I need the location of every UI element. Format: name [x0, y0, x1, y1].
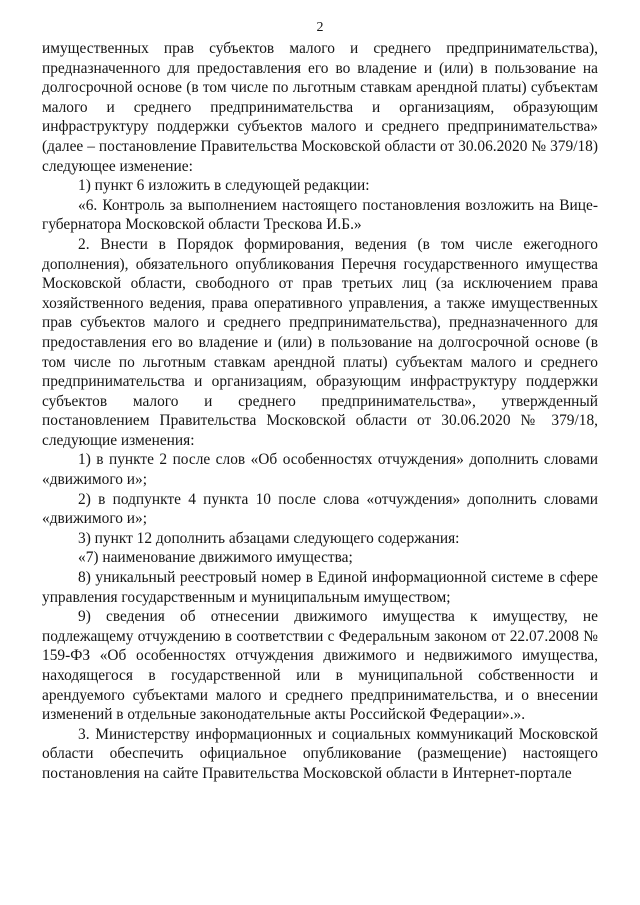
paragraph-item-3-point-12: 3) пункт 12 дополнить абзацами следующего содержания: — [78, 529, 460, 547]
paragraph-subitem-9: 9) сведения об отнесении движимого имущества к имуществу, не подлежащему отчуждению в соответствии с Федеральным законом от 22.07.2008 № 159-ФЗ «Об особенностях отчуждения движимого и недвижимого имущества, находящегося в государственной или в муниципальной собственности и арендуемого субъектами малого и среднего предпринимательства, и о внесении изменений в отдельные законодательные акты Российской Федерации».». — [42, 608, 598, 724]
paragraph-section-3: 3. Министерству информационных и социальных коммуникаций Московской области обеспечить официальное опубликование (размещение) настоящего постановления на сайте Правительства Московской области в Интернет-портале — [42, 725, 598, 782]
paragraph-subitem-8: 8) уникальный реестровый номер в Единой информационной системе в сфере управления государственным и муниципальным имуществом; — [42, 569, 598, 606]
paragraph-item-1-point-2: 1) в пункте 2 после слов «Об особенностях отчуждения» дополнить словами «движимого и»; — [42, 451, 598, 489]
document-body — [42, 39, 598, 784]
paragraph-subitem-7: «7) наименование движимого имущества; — [78, 549, 353, 567]
paragraph-item-2-point-10: 2) в подпункте 4 пункта 10 после слова «отчуждения» дополнить словами «движимого и»; — [42, 490, 598, 528]
paragraph-section-2: 2. Внести в Порядок формирования, ведения (в том числе ежегодного дополнения), обязательного опубликования Перечня государственного имущества Московской области, свободного от прав третьих лиц (за исключением права хозяйственного ведения, права оперативного управления, а также имущественных прав субъектов малого и среднего предпринимательства), предназначенного для предоставления его во владение и (или) в пользование на долгосрочной основе (в том числе по льготным ставкам арендной платы) субъектам малого и среднего предпринимательства и организациям, образующим инфраструктуру поддержки субъектов малого и среднего предпринимательства», утвержденный постановлением Правительства Московской области от 30.06.2020 № 379/18, следующие изменения: — [42, 235, 598, 449]
paragraph-clause-6-text: «6. Контроль за выполнением настоящего постановления возложить на Вице-губернатора Московской области Трескова И.Б.» — [42, 196, 598, 234]
page-number: 2 — [316, 20, 324, 35]
paragraph-item-1-clause-6: 1) пункт 6 изложить в следующей редакции: — [78, 177, 370, 195]
paragraph-continuation: имущественных прав субъектов малого и среднего предпринимательства), предназначенного для предоставления его во владение и (или) в пользование на долгосрочной основе (в том числе по льготным ставкам арендной платы) субъектам малого и среднего предпринимательства и организациям, образующим инфраструктуру поддержки субъектов малого и среднего предпринимательства» (далее – постановление Правительства Московской области от 30.06.2020 № 379/18) следующее изменение: — [42, 40, 598, 175]
